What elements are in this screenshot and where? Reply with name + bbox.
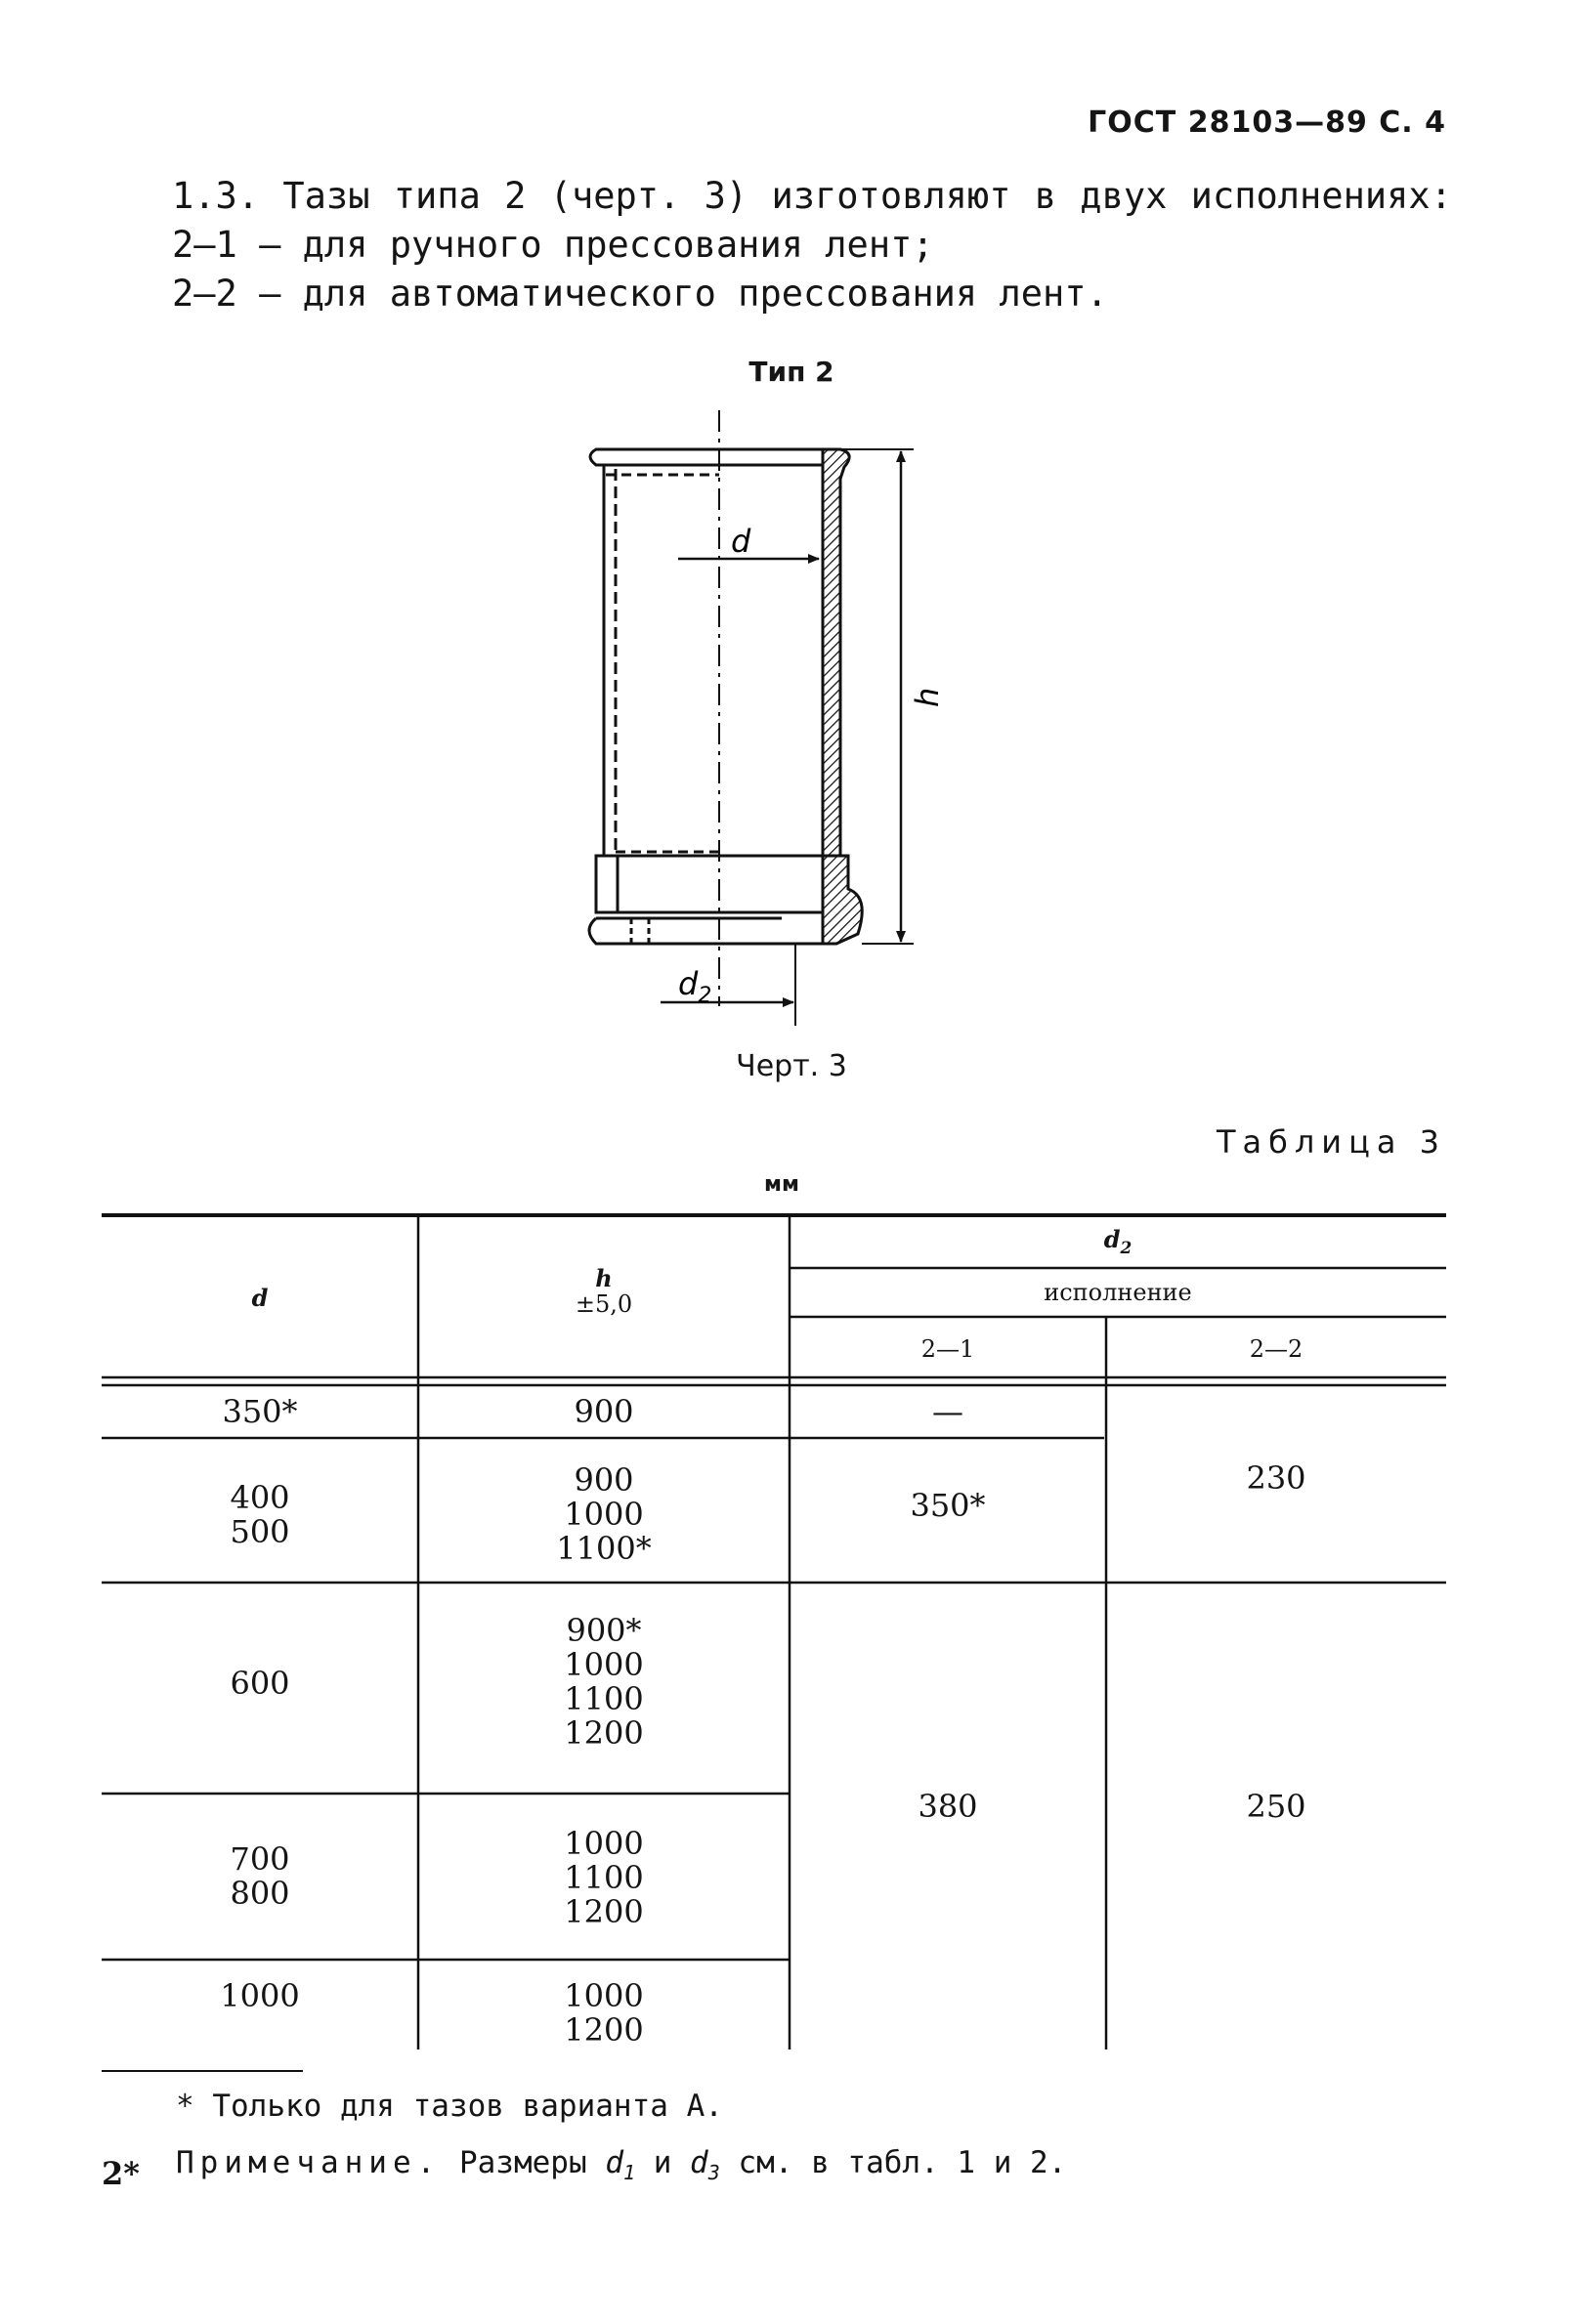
label-h: h (909, 687, 946, 707)
figure-caption: Черт. 3 (736, 1049, 847, 1083)
paragraph-line-2: 2—1 — для ручного прессования лент; (172, 224, 934, 266)
label-d2: $d_2$ (678, 965, 712, 1008)
paragraph-line-1: 1.3. Тазы типа 2 (черт. 3) изготовляют в двух исполнениях: (172, 175, 1452, 217)
table-row: 700 800 (230, 1840, 290, 1912)
header-d2: $d_2$ (1103, 1225, 1132, 1258)
note-label: Примечание. (176, 2145, 442, 2180)
table-row: 1000 1100 1200 (564, 1825, 644, 1930)
paragraph-line-3: 2—2 — для автоматического прессования лент. (172, 273, 1108, 315)
header-h-symbol: h (595, 1264, 613, 1292)
table-unit: мм (764, 1172, 799, 1197)
d2-2-2-value-230: 230 (1246, 1459, 1306, 1497)
table-row: 900 1000 1100* (556, 1461, 652, 1567)
header-h-tolerance: ±5,0 (575, 1290, 633, 1318)
d2-2-2-value-250: 250 (1246, 1788, 1306, 1825)
document-header: ГОСТ 28103—89 С. 4 (1088, 106, 1446, 140)
label-d: d (731, 523, 751, 560)
table-title: Таблица 3 (1216, 1123, 1446, 1161)
asterisk-footnote: * Только для тазов варианта А. (176, 2089, 723, 2124)
table-row: 900 (574, 1393, 634, 1430)
table-row: 1000 1200 (564, 1977, 644, 2049)
header-execution: исполнение (1044, 1279, 1192, 1306)
table-row: 400 500 (230, 1479, 290, 1550)
table-row: 1000 (220, 1977, 300, 2014)
d2-2-1-value-350: 350* (910, 1487, 986, 1524)
page-number: 2* (102, 2155, 140, 2192)
table-row: 900* 1000 1100 1200 (564, 1612, 644, 1752)
table-row: 600 (230, 1665, 290, 1702)
d2-2-1-dash: — (932, 1393, 963, 1430)
figure-title: Тип 2 (748, 356, 834, 388)
header-exec-2-1: 2—1 (920, 1335, 975, 1363)
header-h (418, 1266, 790, 1317)
header-d: d (251, 1284, 269, 1312)
header-exec-2-2: 2—2 (1249, 1335, 1303, 1363)
d2-2-1-value-380: 380 (918, 1788, 978, 1825)
table-row: 350* (222, 1393, 298, 1430)
note-footnote: Примечание. Размеры $d_1$ и $d_3$ см. в табл. 1 и 2. (176, 2145, 1067, 2185)
